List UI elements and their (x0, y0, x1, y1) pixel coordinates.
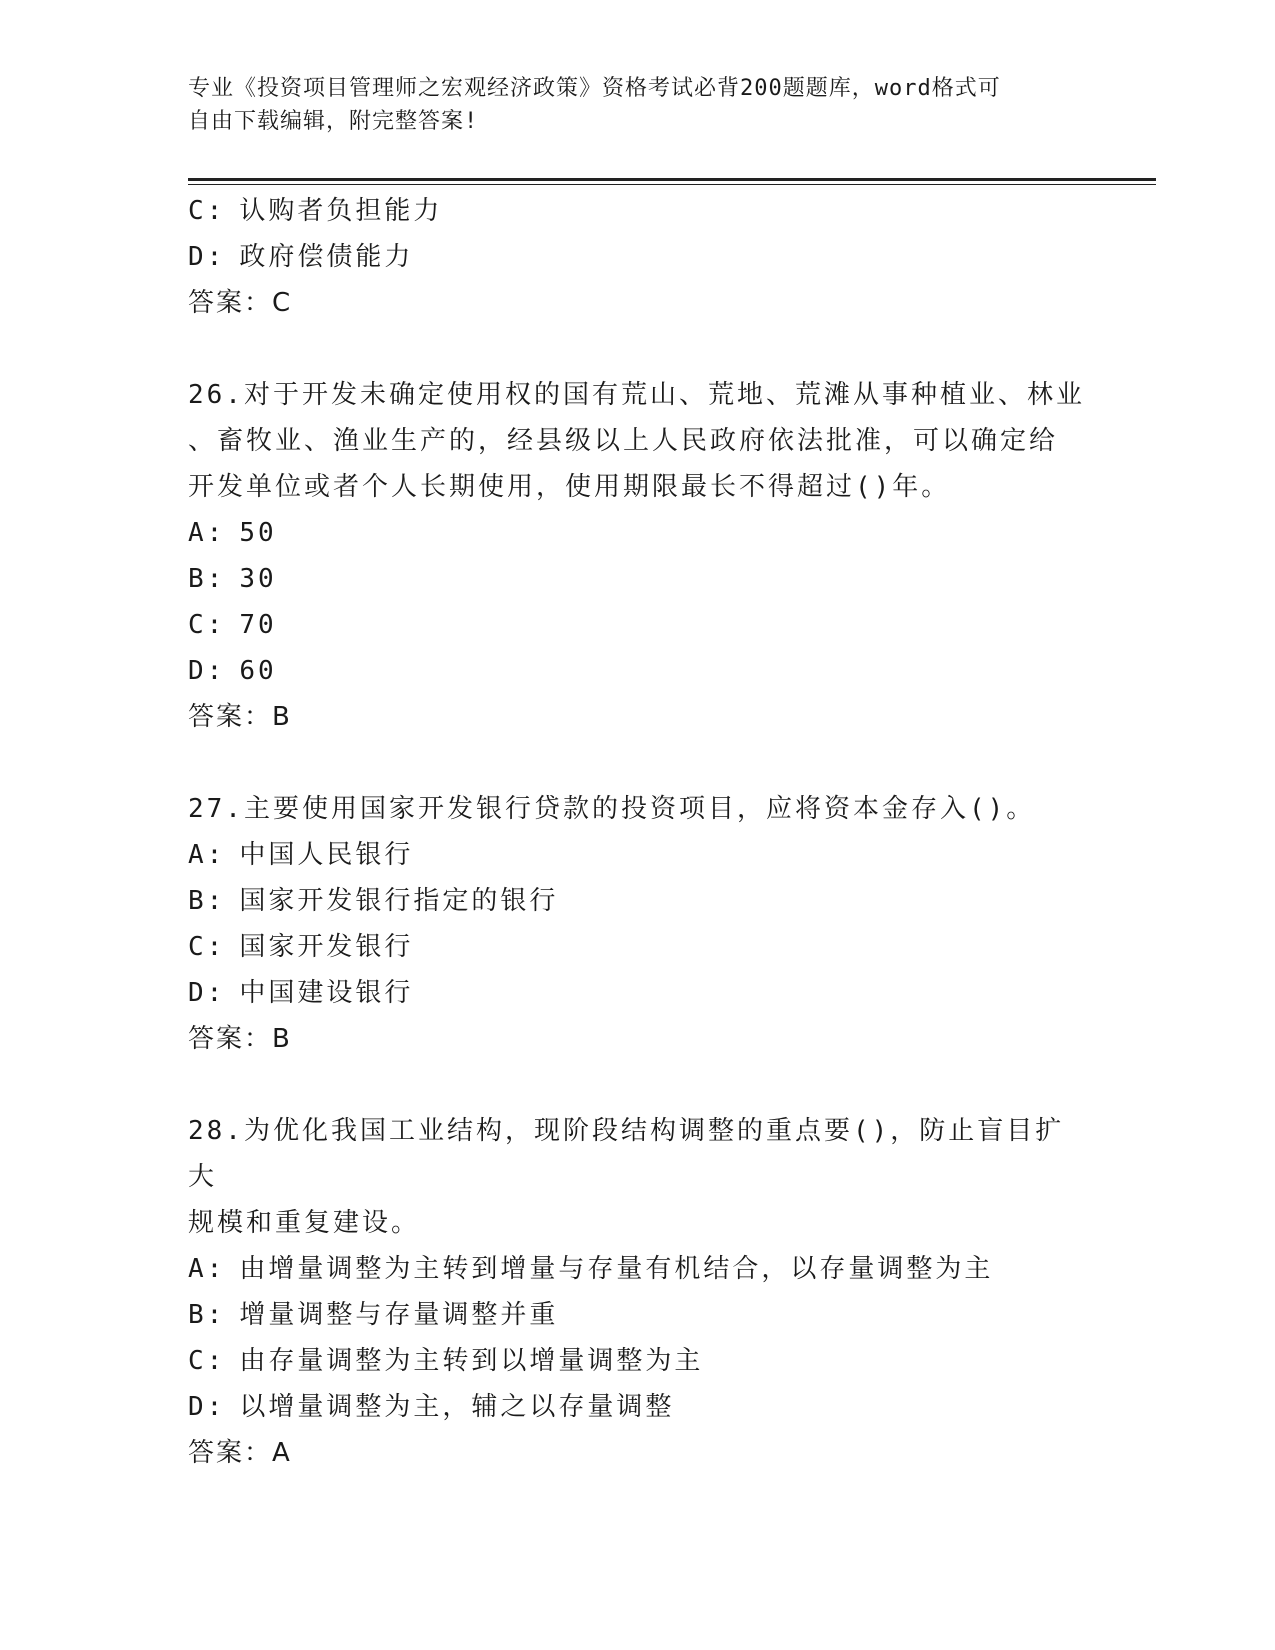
option-c (188, 188, 1088, 234)
stem-line: 26.对于开发未确定使用权的国有荒山、荒地、荒滩从事种植业、林业 (188, 380, 1085, 410)
option-text: 中国人民银行 (239, 840, 414, 870)
continued-question (188, 188, 1088, 326)
option-d (188, 234, 1088, 280)
option-a (188, 510, 1088, 556)
option-b (188, 878, 1088, 924)
option-text: 50 (239, 518, 277, 548)
option-letter: A: (188, 1254, 226, 1284)
answer-line: 答案：B (188, 1024, 292, 1054)
option-letter: A: (188, 518, 226, 548)
option-b (188, 1292, 1088, 1338)
option-letter: C: (188, 932, 226, 962)
option-text: 由增量调整为主转到增量与存量有机结合，以存量调整为主 (239, 1254, 994, 1284)
option-c (188, 1338, 1088, 1384)
option-a (188, 1246, 1088, 1292)
question-stem (188, 372, 1088, 510)
stem-line: 规模和重复建设。 (188, 1208, 421, 1238)
option-b (188, 556, 1088, 602)
option-a (188, 832, 1088, 878)
option-letter: D: (188, 1392, 226, 1422)
answer-line: 答案：A (188, 1438, 292, 1468)
option-letter: D: (188, 978, 226, 1008)
option-text: 政府偿债能力 (239, 242, 414, 272)
answer-line: 答案：C (188, 288, 293, 318)
option-text: 由存量调整为主转到以增量调整为主 (239, 1346, 704, 1376)
header-line-2: 自由下载编辑，附完整答案! (188, 109, 479, 134)
question-stem (188, 1108, 1088, 1246)
document-header (188, 72, 1068, 138)
answer-line: 答案：B (188, 702, 292, 732)
option-letter: B: (188, 1300, 226, 1330)
question-list (188, 188, 1088, 1476)
stem-line: 27.主要使用国家开发银行贷款的投资项目，应将资本金存入()。 (188, 794, 1036, 824)
header-divider-thick (188, 178, 1156, 181)
option-letter: D: (188, 242, 226, 272)
option-d (188, 1384, 1088, 1430)
option-letter: B: (188, 564, 226, 594)
option-d (188, 648, 1088, 694)
option-letter: C: (188, 610, 226, 640)
option-letter: B: (188, 886, 226, 916)
option-text: 增量调整与存量调整并重 (239, 1300, 559, 1330)
option-text: 30 (239, 564, 277, 594)
option-text: 中国建设银行 (239, 978, 414, 1008)
option-text: 60 (239, 656, 277, 686)
stem-line: 、畜牧业、渔业生产的，经县级以上人民政府依法批准，可以确定给 (188, 426, 1059, 456)
question-stem (188, 786, 1088, 832)
option-text: 以增量调整为主，辅之以存量调整 (239, 1392, 675, 1422)
stem-line: 开发单位或者个人长期使用，使用期限最长不得超过()年。 (188, 472, 951, 502)
option-letter: A: (188, 840, 226, 870)
question-26 (188, 372, 1088, 740)
option-text: 认购者负担能力 (239, 196, 443, 226)
question-27 (188, 786, 1088, 1062)
option-c (188, 602, 1088, 648)
stem-line: 28.为优化我国工业结构，现阶段结构调整的重点要()，防止盲目扩大 (188, 1116, 1065, 1192)
option-text: 国家开发银行指定的银行 (239, 886, 559, 916)
header-divider-thin (188, 184, 1156, 185)
option-text: 70 (239, 610, 277, 640)
option-d (188, 970, 1088, 1016)
option-letter: D: (188, 656, 226, 686)
option-letter: C: (188, 196, 226, 226)
header-line-1: 专业《投资项目管理师之宏观经济政策》资格考试必背200题题库，word格式可 (188, 76, 1001, 101)
option-text: 国家开发银行 (239, 932, 414, 962)
option-c (188, 924, 1088, 970)
option-letter: C: (188, 1346, 226, 1376)
question-28 (188, 1108, 1088, 1476)
